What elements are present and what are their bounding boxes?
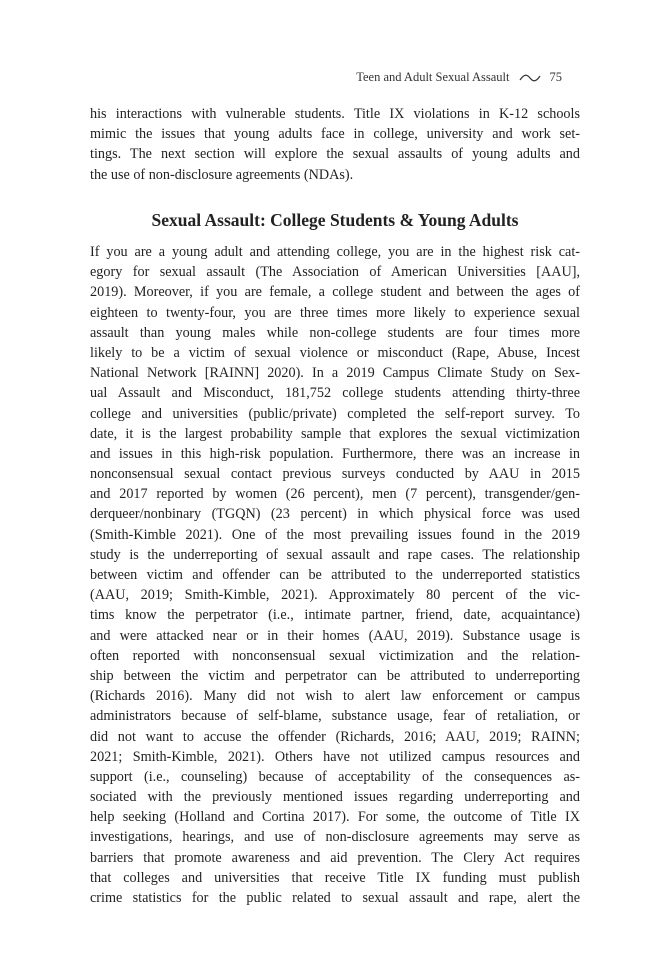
body-paragraph (90, 242, 580, 908)
text-line: administrators because of self-blame, substance usage, fear of retaliation, or (90, 708, 580, 725)
text-line: that colleges and universities that receive Title IX funding must publish (90, 869, 580, 886)
text-line: barriers that promote awareness and aid prevention. The Clery Act requires (90, 849, 580, 866)
text-line: his interactions with vulnerable students. Title IX violations in K-12 schools (90, 106, 580, 122)
text-line: derqueer/nonbinary (TGQN) (23 percent) in which physical force was used (90, 506, 580, 523)
text-line: If you are a young adult and attending college, you are in the highest risk cat- (90, 244, 580, 260)
text-line: (Smith-Kimble 2021). One of the most prevailing issues found in the 2019 (90, 526, 580, 543)
text-line: often reported with nonconsensual sexual victimization and the relation- (90, 647, 580, 664)
text-line: help seeking (Holland and Cortina 2017). For some, the outcome of Title IX (90, 809, 580, 826)
text-line: investigations, hearings, and use of non-disclosure agreements may serve as (90, 829, 580, 846)
text-line: mimic the issues that young adults face in college, university and work set- (90, 126, 580, 143)
text-line: tims know the perpetrator (i.e., intimate partner, friend, date, acquaintance) (90, 607, 580, 624)
text-line: support (i.e., counseling) because of acceptability of the consequences as- (90, 768, 580, 785)
text-line: sociated with the previously mentioned issues regarding underreporting and (90, 789, 580, 806)
text-line: egory for sexual assault (The Association of American Universities [AAU], (90, 264, 580, 281)
text-line: and were attacked near or in their homes (AAU, 2019). Substance usage is (90, 627, 580, 644)
text-line: ual Assault and Misconduct, 181,752 college students attending thirty-three (90, 385, 580, 402)
text-line: assault than young males while non-college students are four times more (90, 324, 580, 341)
text-line: (AAU, 2019; Smith-Kimble, 2021). Approximately 80 percent of the vic- (90, 587, 580, 604)
text-line: and 2017 reported by women (26 percent), men (7 percent), transgender/gen- (90, 486, 580, 503)
section-heading: Sexual Assault: College Students & Young Adults (151, 210, 519, 230)
text-line: did not want to accuse the offender (Richards, 2016; AAU, 2019; RAINN; (90, 728, 580, 745)
wave-ornament-icon (519, 73, 541, 83)
text-line: study is the underreporting of sexual assault and rape cases. The relationship (90, 546, 580, 563)
text-line: crime statistics for the public related to sexual assault and rape, alert the (90, 890, 580, 906)
text-line: likely to be a victim of sexual violence or misconduct (Rape, Abuse, Incest (90, 344, 580, 361)
text-line: tings. The next section will explore the sexual assaults of young adults and (90, 146, 580, 163)
intro-paragraph (90, 104, 580, 185)
running-title: Teen and Adult Sexual Assault (356, 70, 510, 84)
text-line: (Richards 2016). Many did not wish to alert law enforcement or campus (90, 688, 580, 705)
running-header (356, 70, 562, 85)
text-line: the use of non-disclosure agreements (NDAs). (90, 166, 354, 183)
text-line: and issues in this high-risk population. Furthermore, there was an increase in (90, 445, 580, 462)
text-line: National Network [RAINN] 2020). In a 2019 Campus Climate Study on Sex- (90, 365, 580, 382)
text-line: eighteen to twenty-four, you are three times more likely to experience sexual (90, 304, 580, 321)
text-line: 2019). Moreover, if you are female, a college student and between the ages of (90, 284, 580, 301)
text-line: 2021; Smith-Kimble, 2021). Others have not utilized campus resources and (90, 748, 580, 765)
text-line: between victim and offender can be attributed to the underreported statistics (90, 567, 580, 583)
text-line: date, it is the largest probability sample that explores the sexual victimization (90, 425, 580, 442)
page-number: 75 (549, 70, 562, 84)
text-line: college and universities (public/private) completed the self-report survey. To (90, 405, 580, 422)
text-line: ship between the victim and perpetrator can be attributed to underreporting (90, 667, 580, 684)
text-line: nonconsensual sexual contact previous surveys conducted by AAU in 2015 (90, 466, 580, 483)
